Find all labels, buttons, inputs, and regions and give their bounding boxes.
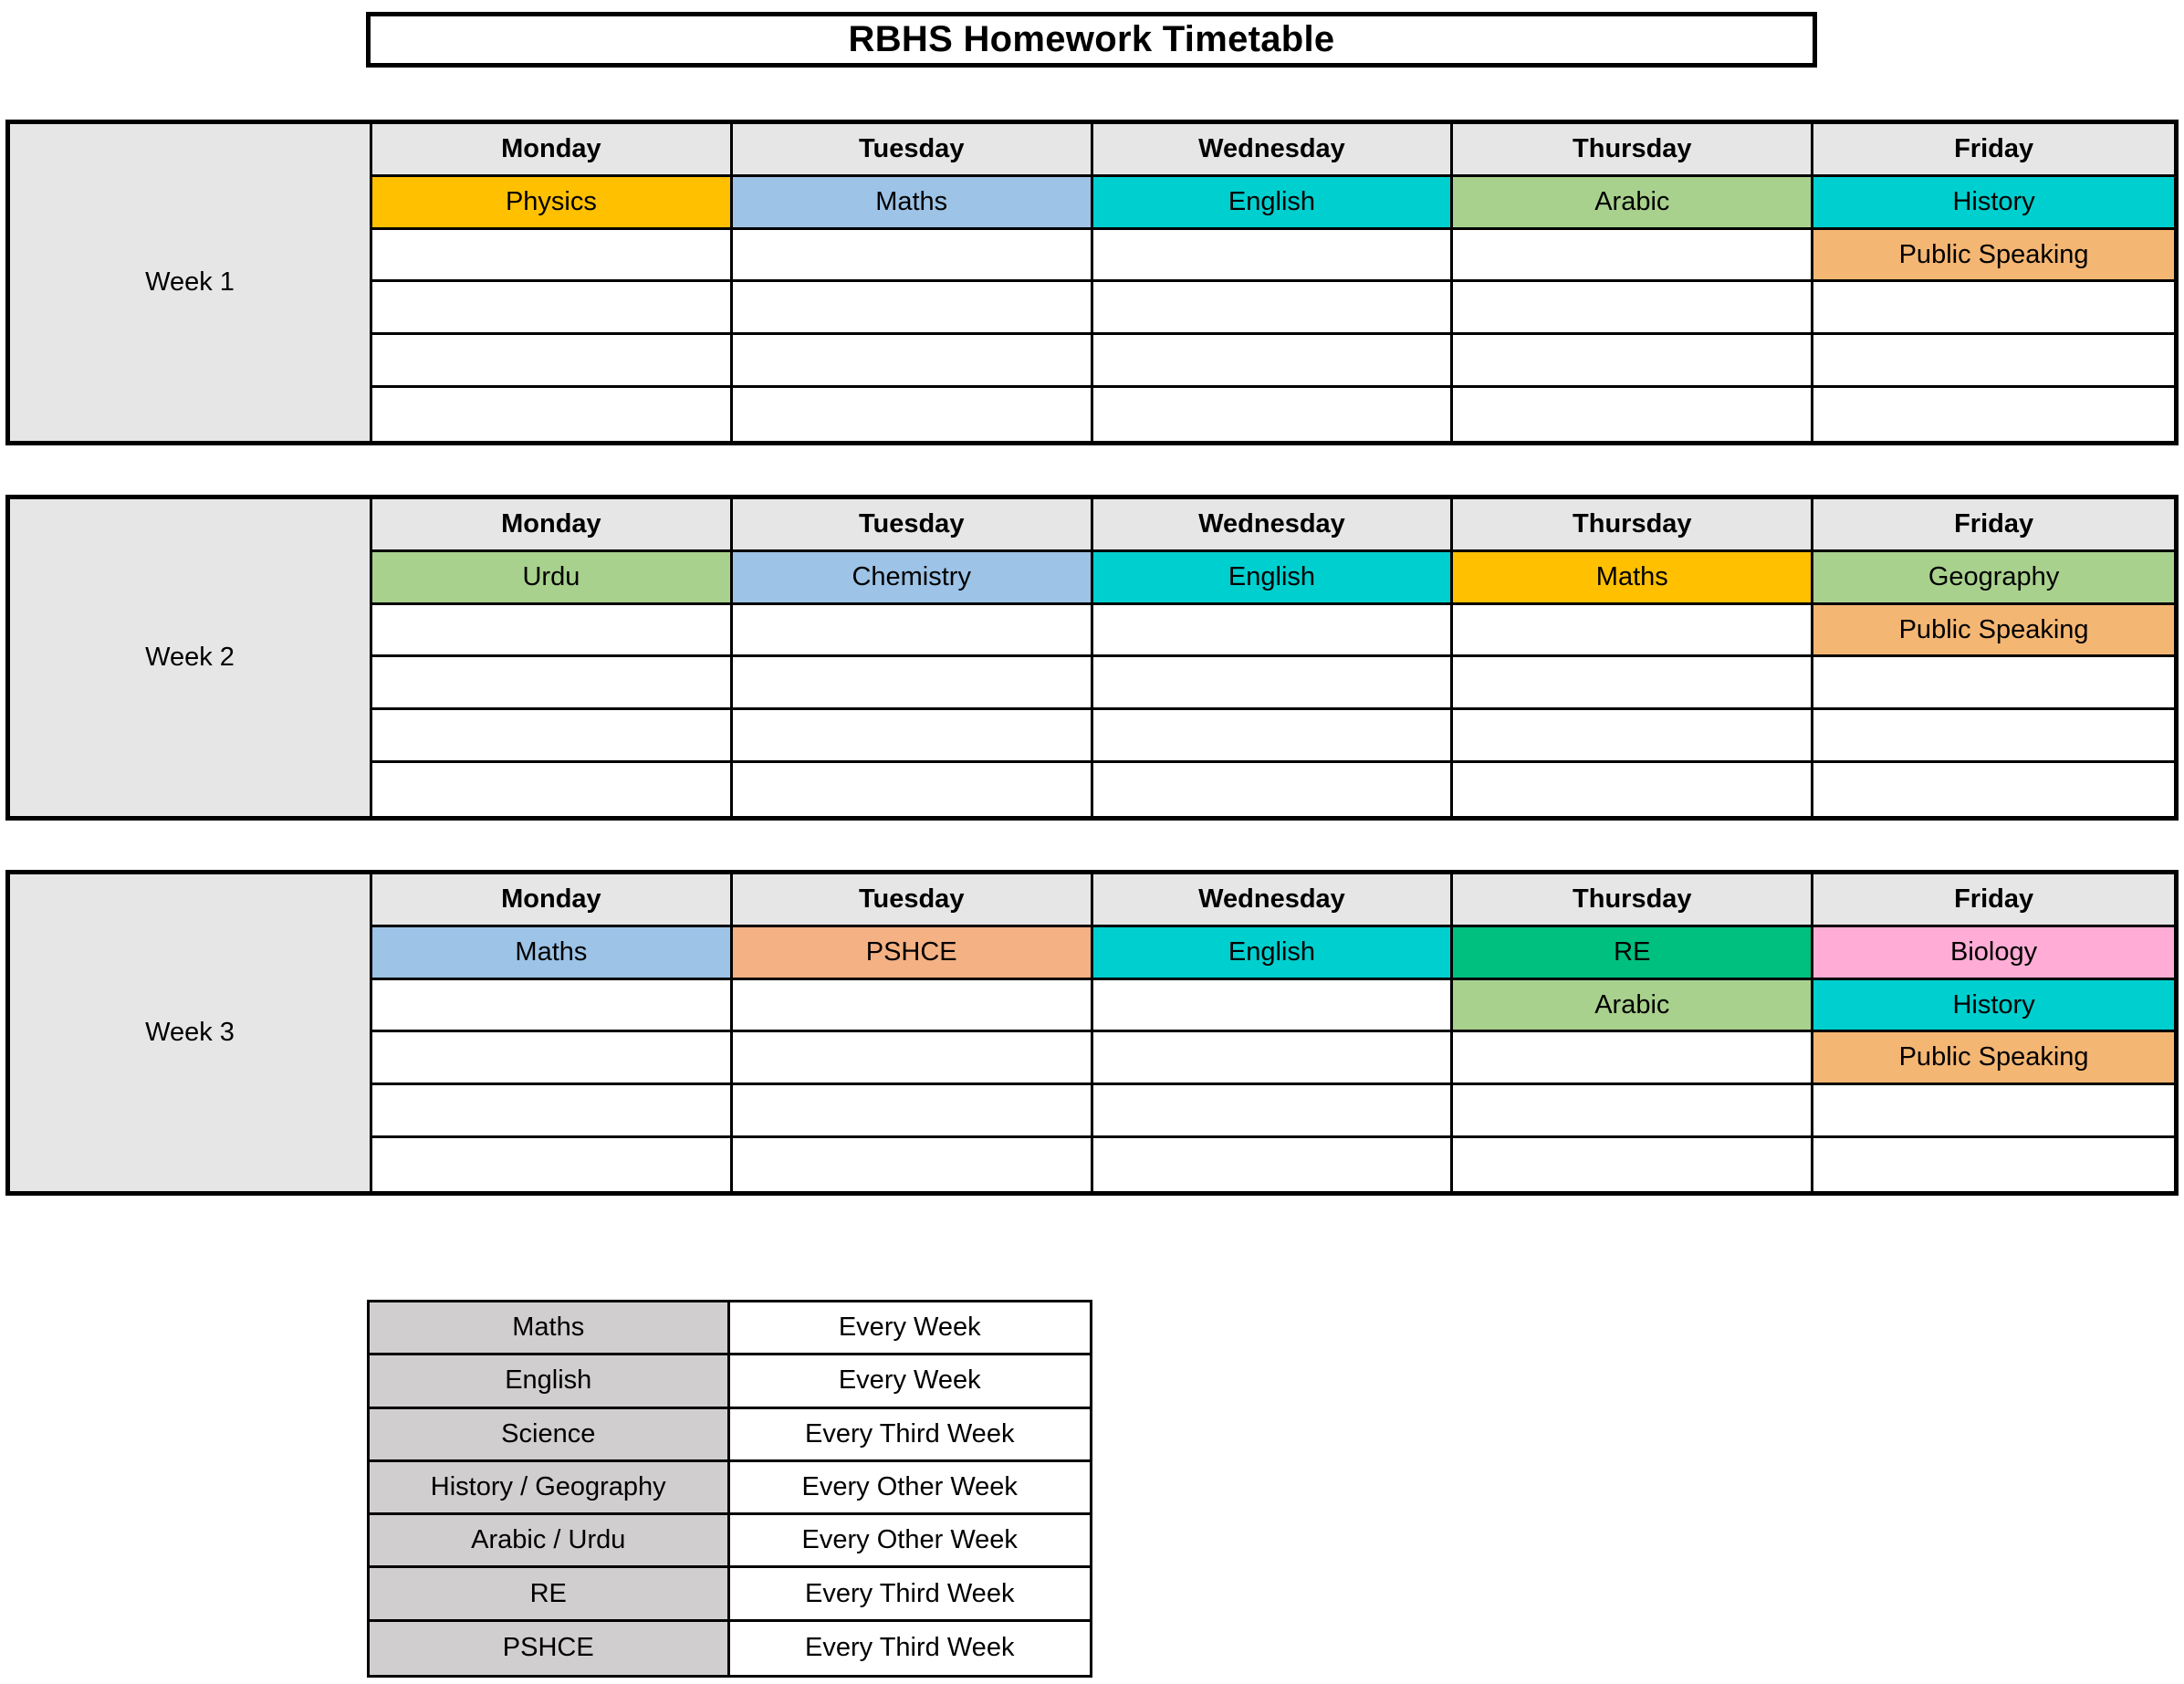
subject-cell: History bbox=[1813, 177, 2174, 230]
empty-cell bbox=[1453, 710, 1813, 763]
key-subject: RE bbox=[370, 1568, 730, 1621]
key-subject: Science bbox=[370, 1409, 730, 1462]
empty-cell bbox=[733, 335, 1093, 388]
subject-cell: Geography bbox=[1813, 552, 2174, 605]
subject-cell: Biology bbox=[1813, 927, 2174, 980]
empty-cell bbox=[1093, 335, 1454, 388]
key-frequency: Every Week bbox=[730, 1302, 1091, 1355]
empty-cell bbox=[372, 980, 733, 1033]
empty-cell bbox=[1813, 335, 2174, 388]
subject-cell: Urdu bbox=[372, 552, 733, 605]
empty-cell bbox=[1453, 605, 1813, 658]
empty-cell bbox=[733, 1138, 1093, 1191]
empty-cell bbox=[1093, 710, 1454, 763]
day-header-friday: Friday bbox=[1813, 124, 2174, 177]
week-2-timetable bbox=[5, 495, 2179, 821]
key-subject: English bbox=[370, 1355, 730, 1408]
key-subject: PSHCE bbox=[370, 1622, 730, 1675]
week-3-timetable bbox=[5, 870, 2179, 1196]
empty-cell bbox=[372, 710, 733, 763]
empty-cell bbox=[372, 657, 733, 710]
empty-cell bbox=[1093, 230, 1454, 283]
week-label: Week 3 bbox=[10, 874, 372, 1191]
key-frequency: Every Third Week bbox=[730, 1409, 1091, 1462]
empty-cell bbox=[1813, 282, 2174, 335]
subject-cell: Maths bbox=[733, 177, 1093, 230]
key-frequency: Every Other Week bbox=[730, 1515, 1091, 1568]
empty-cell bbox=[1453, 282, 1813, 335]
empty-cell bbox=[372, 605, 733, 658]
empty-cell bbox=[1813, 388, 2174, 441]
empty-cell bbox=[733, 980, 1093, 1033]
subject-cell: Chemistry bbox=[733, 552, 1093, 605]
subject-cell: Public Speaking bbox=[1813, 230, 2174, 283]
day-header-thursday: Thursday bbox=[1453, 499, 1813, 552]
empty-cell bbox=[1453, 335, 1813, 388]
subject-cell: Arabic bbox=[1453, 980, 1813, 1033]
subject-cell: English bbox=[1093, 552, 1454, 605]
subject-cell: History bbox=[1813, 980, 2174, 1033]
key-subject: Arabic / Urdu bbox=[370, 1515, 730, 1568]
empty-cell bbox=[372, 1032, 733, 1085]
empty-cell bbox=[1453, 1032, 1813, 1085]
empty-cell bbox=[1093, 1138, 1454, 1191]
empty-cell bbox=[1093, 763, 1454, 816]
subject-cell: Public Speaking bbox=[1813, 605, 2174, 658]
key-frequency: Every Other Week bbox=[730, 1462, 1091, 1515]
empty-cell bbox=[733, 282, 1093, 335]
day-header-thursday: Thursday bbox=[1453, 124, 1813, 177]
key-subject: History / Geography bbox=[370, 1462, 730, 1515]
empty-cell bbox=[1093, 388, 1454, 441]
key-frequency: Every Third Week bbox=[730, 1568, 1091, 1621]
empty-cell bbox=[1813, 710, 2174, 763]
empty-cell bbox=[1093, 605, 1454, 658]
week-1-timetable bbox=[5, 120, 2179, 445]
empty-cell bbox=[1093, 657, 1454, 710]
key-frequency: Every Week bbox=[730, 1355, 1091, 1408]
subject-cell: RE bbox=[1453, 927, 1813, 980]
day-header-monday: Monday bbox=[372, 124, 733, 177]
title-box bbox=[366, 12, 1817, 68]
day-header-wednesday: Wednesday bbox=[1093, 499, 1454, 552]
empty-cell bbox=[1453, 657, 1813, 710]
subject-cell: Physics bbox=[372, 177, 733, 230]
day-header-thursday: Thursday bbox=[1453, 874, 1813, 927]
empty-cell bbox=[1453, 1085, 1813, 1138]
empty-cell bbox=[1093, 282, 1454, 335]
key-subject: Maths bbox=[370, 1302, 730, 1355]
subject-cell: PSHCE bbox=[733, 927, 1093, 980]
subject-cell: Arabic bbox=[1453, 177, 1813, 230]
subject-cell: Maths bbox=[372, 927, 733, 980]
empty-cell bbox=[1453, 1138, 1813, 1191]
homework-frequency-key bbox=[367, 1300, 1092, 1678]
empty-cell bbox=[733, 230, 1093, 283]
empty-cell bbox=[372, 335, 733, 388]
day-header-tuesday: Tuesday bbox=[733, 499, 1093, 552]
empty-cell bbox=[733, 1032, 1093, 1085]
week-label: Week 1 bbox=[10, 124, 372, 441]
empty-cell bbox=[372, 230, 733, 283]
empty-cell bbox=[1453, 388, 1813, 441]
empty-cell bbox=[1093, 1032, 1454, 1085]
empty-cell bbox=[1093, 980, 1454, 1033]
day-header-friday: Friday bbox=[1813, 874, 2174, 927]
empty-cell bbox=[733, 605, 1093, 658]
empty-cell bbox=[733, 710, 1093, 763]
day-header-monday: Monday bbox=[372, 499, 733, 552]
day-header-wednesday: Wednesday bbox=[1093, 874, 1454, 927]
empty-cell bbox=[1813, 763, 2174, 816]
empty-cell bbox=[372, 388, 733, 441]
day-header-tuesday: Tuesday bbox=[733, 124, 1093, 177]
subject-cell: English bbox=[1093, 927, 1454, 980]
day-header-friday: Friday bbox=[1813, 499, 2174, 552]
empty-cell bbox=[372, 1085, 733, 1138]
subject-cell: English bbox=[1093, 177, 1454, 230]
empty-cell bbox=[372, 1138, 733, 1191]
empty-cell bbox=[733, 1085, 1093, 1138]
empty-cell bbox=[1813, 1085, 2174, 1138]
subject-cell: Public Speaking bbox=[1813, 1032, 2174, 1085]
key-frequency: Every Third Week bbox=[730, 1622, 1091, 1675]
empty-cell bbox=[733, 657, 1093, 710]
page-title: RBHS Homework Timetable bbox=[848, 19, 1335, 59]
subject-cell: Maths bbox=[1453, 552, 1813, 605]
empty-cell bbox=[1453, 763, 1813, 816]
week-label: Week 2 bbox=[10, 499, 372, 816]
day-header-tuesday: Tuesday bbox=[733, 874, 1093, 927]
empty-cell bbox=[1813, 1138, 2174, 1191]
day-header-monday: Monday bbox=[372, 874, 733, 927]
day-header-wednesday: Wednesday bbox=[1093, 124, 1454, 177]
empty-cell bbox=[372, 282, 733, 335]
empty-cell bbox=[372, 763, 733, 816]
empty-cell bbox=[733, 388, 1093, 441]
empty-cell bbox=[1453, 230, 1813, 283]
empty-cell bbox=[1813, 657, 2174, 710]
empty-cell bbox=[1093, 1085, 1454, 1138]
empty-cell bbox=[733, 763, 1093, 816]
